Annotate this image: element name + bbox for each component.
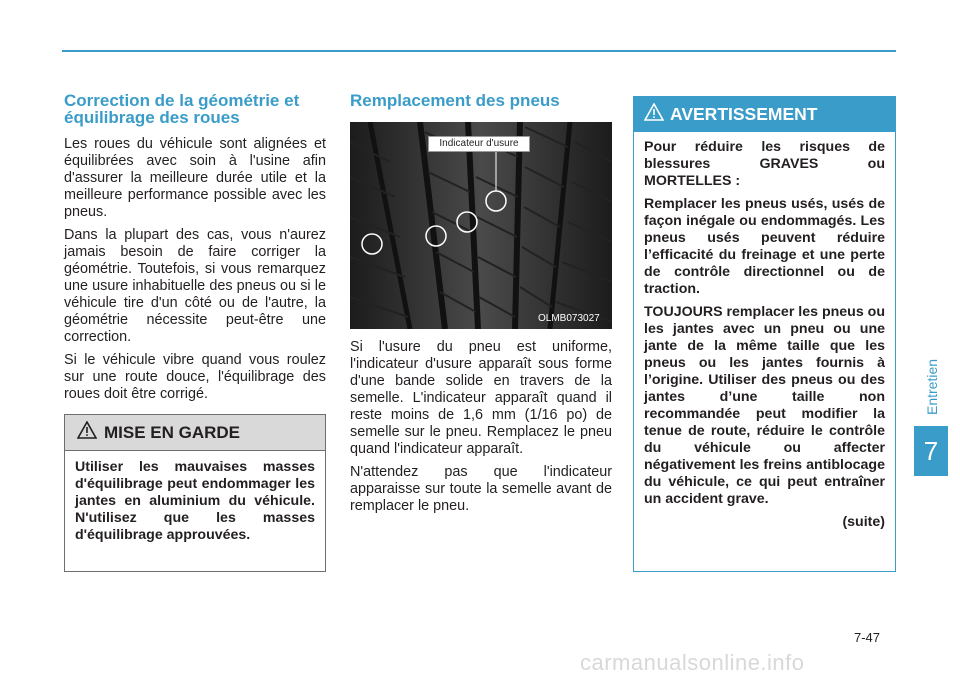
caution-header (65, 415, 325, 451)
tire-replacement-body (350, 339, 612, 521)
alignment-section (64, 92, 326, 409)
page-number: 7-47 (854, 630, 881, 645)
tire-replacement-section (350, 92, 612, 119)
warning-box (633, 96, 896, 572)
alignment-title: Correction de la géométrie et équilibrage des roues (64, 91, 300, 127)
alignment-paragraph: Si le véhicule vibre quand vous roulez sur une route douce, l'équilibrage des roues doit être corrigé. (64, 352, 326, 402)
alignment-paragraph: Les roues du véhicule sont alignées et équilibrées avec soin à l'usine afin d'assurer la meilleure durée utile et la meilleure performance possible avec les pneus. (64, 136, 326, 220)
tire-tread-image (350, 122, 612, 329)
warning-header (634, 97, 895, 132)
warning-body (634, 132, 895, 531)
warning-triangle-icon (77, 421, 97, 444)
top-rule (62, 50, 896, 52)
caution-text: Utiliser les mauvaises masses d'équilibrage peut endommager les jantes en aluminium du véhicule. N'utilisez que les masses d'équilibrage approuvées. (75, 459, 315, 543)
section-label-text: Entretien (924, 358, 941, 416)
image-code: OLMB073027 (538, 313, 600, 324)
watermark: carmanualsonline.info (580, 650, 805, 675)
wear-indicator-callout: Indicateur d'usure (428, 136, 530, 152)
caution-title: MISE EN GARDE (104, 422, 241, 442)
warning-triangle-icon (644, 103, 664, 126)
warning-paragraph: TOUJOURS remplacer les pneus ou les jantes avec un pneu ou une jante de la même taille que les pneus ou les jantes fournis à l’origine. Utiliser des pneus ou des jantes d’une taille non recommandée peut modifier la tenue de route, réduire le contrôle du véhicule ou affecter négativement les freins antiblocage du véhicule, ce qui peut entraîner un accident grave. (644, 304, 886, 507)
warning-paragraph: Pour réduire les risques de blessures GRAVES ou MORTELLES : (644, 139, 885, 189)
tire-replacement-title: Remplacement des pneus (350, 91, 560, 110)
warning-paragraph: Remplacer les pneus usés, usés de façon inégale ou endommagés. Les pneus usés peuvent réduire l’efficacité du freinage et une perte de contrôle directionnel ou de traction. (644, 196, 885, 297)
tire-paragraph: N'attendez pas que l'indicateur apparaisse sur toute la semelle avant de remplacer le pneu. (350, 464, 612, 514)
caution-box (64, 414, 326, 572)
chapter-tab: 7 (914, 426, 948, 476)
tire-paragraph: Si l'usure du pneu est uniforme, l'indicateur d'usure apparaît sous forme d'une bande solide en travers de la semelle. L'indicateur apparaît quand il reste moins de 1,6 mm (1/16 po) de semelle sur le pneu. Remplacez le pneu quand l'indicateur apparaît. (350, 339, 612, 457)
section-side-label (916, 352, 948, 422)
warning-title: AVERTISSEMENT (670, 104, 818, 124)
alignment-paragraph: Dans la plupart des cas, vous n'aurez jamais besoin de faire corriger la géométrie. Toutefois, si vous remarquez une usure inhabituelle des pneus ou si le véhicule tire d'un côté ou de l'autre, la géométrie nécessite peut-être une correction. (64, 227, 326, 345)
warning-continued: (suite) (842, 514, 885, 530)
